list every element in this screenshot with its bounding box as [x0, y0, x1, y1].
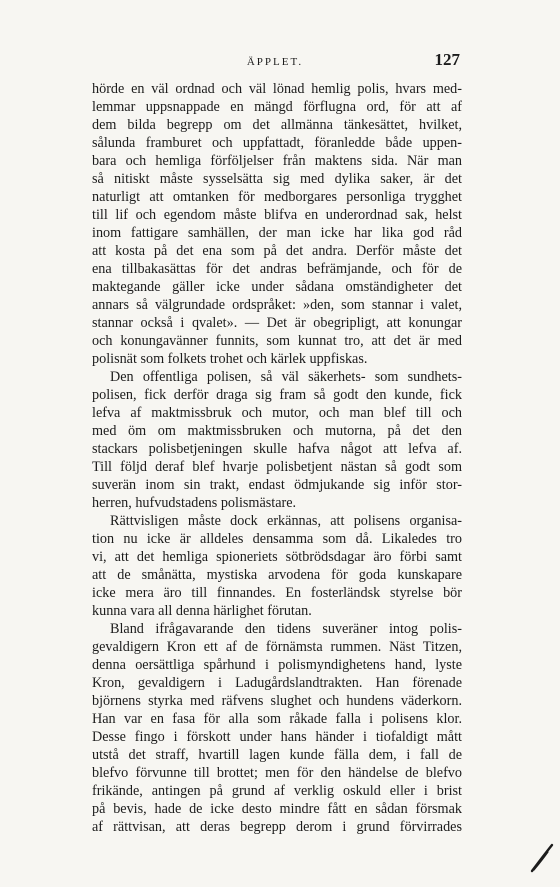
text-line: inom fattigare samhällen, der man icke har lika god råd	[92, 225, 462, 241]
text-line: herren, hufvudstadens polismästare.	[92, 495, 297, 511]
text-line: utstå det straff, hvartill lagen kunde fälla dem, i fall de	[92, 747, 462, 763]
body-text	[92, 80, 462, 836]
text-line: med öm om maktmissbruken och mutorna, på det den	[92, 423, 462, 439]
text-line: Desse fingo i förskott under hans händer i tiofaldigt mått	[92, 729, 462, 745]
text-line: kunna vara all denna härlighet förutan.	[92, 603, 312, 619]
text-line: att kosta på det ena som på det andra. Derför måste det	[92, 243, 462, 259]
text-line: dem bilda begrepp om det allmänna tänkesättet, hvilket,	[92, 117, 462, 133]
text-line: till lif och egendom måste blifva en underordnad sak, helst	[92, 207, 462, 223]
text-line: sålunda framburet och uppfattadt, föranledde både uppen-	[92, 135, 462, 151]
text-line: annars så välgrundade ordspråket: »den, som stannar i valet,	[92, 297, 462, 313]
ink-mark-icon	[528, 843, 554, 873]
text-line: icke mera äro till finnandes. En fosterländsk styrelse bör	[92, 585, 462, 601]
text-line: Den offentliga polisen, så väl säkerhets- som sundhets-	[110, 369, 462, 385]
text-line: vi, att det hemliga spioneriets sötbrödsdagar äro förbi samt	[92, 549, 462, 565]
text-line: lefva af maktmissbruk och mutor, och man blef till och	[92, 405, 462, 421]
text-line: polisnät som folkets trohet och kärlek uppfiskas.	[92, 351, 368, 367]
text-line: att de smånätta, mystiska arvodena för goda kunskapare	[92, 567, 462, 583]
text-line: blefvo förvunne till brottet; men för den händelse de blefvo	[92, 765, 462, 781]
text-line: naturligt att omtanken för medborgares personliga trygghet	[92, 189, 462, 205]
text-line: ena tillbakasättas för det andras befrämjande, och för de	[92, 261, 462, 277]
running-head	[90, 50, 460, 74]
text-line: hörde en väl ordnad och väl lönad hemlig polis, hvars med-	[92, 81, 462, 97]
text-line: björnens styrka med räfvens slughet och hundens väderkorn.	[92, 693, 462, 709]
text-line: på bevis, hade de icke desto mindre fått en sådan försmak	[92, 801, 462, 817]
text-line: gevaldigern Kron ett af de förnämsta rummen. Näst Titzen,	[92, 639, 462, 655]
text-line: suverän inom sin trakt, endast ödmjukande sig inför stor-	[92, 477, 462, 493]
running-title: ÄPPLET.	[246, 56, 304, 68]
text-line: tion nu icke är alldeles densamma som då. Likaledes tro	[92, 531, 462, 547]
text-line: Bland ifrågavarande den tidens suveräner intog polis-	[110, 621, 462, 637]
text-line: Rättvisligen måste dock erkännas, att polisens organisa-	[110, 513, 462, 529]
text-line: bara och hemliga förföljelser från maktens sida. När man	[92, 153, 462, 169]
text-line: och konungavänner funnits, som kunnat tro, att det är med	[92, 333, 462, 349]
text-line: af rättvisan, att deras begrepp derom i grund förvirrades	[92, 819, 462, 835]
text-line: maktegande gäller icke under sådana omständigheter det	[92, 279, 462, 295]
text-line: Han var en fasa för alla som råkade falla i polisens klor.	[92, 711, 462, 727]
text-line: Till följd deraf blef hvarje polisbetjent nästan så godt som	[92, 459, 462, 475]
text-line: så nitiskt måste sysselsätta sig med dylika saker, är det	[92, 171, 462, 187]
page-number: 127	[434, 50, 460, 69]
text-line: Kron, gevaldigern i Ladugårdslandtrakten. Han förenade	[92, 675, 462, 691]
text-line: stackars polisbetjeningen skulle hafva något att lefva af.	[92, 441, 462, 457]
text-line: lemmar uppsnappade en mängd förflugna ord, för att af	[92, 99, 462, 115]
text-line: polisen, fick derför draga sig fram så godt den kunde, fick	[92, 387, 462, 403]
text-line: frikände, antingen på grund af verklig oskuld eller i brist	[92, 783, 462, 799]
text-line: denna oersättliga spårhund i polismyndighetens hand, lyste	[92, 657, 462, 673]
text-line: stannar också i qvalet». — Det är obegripligt, att konungar	[92, 315, 462, 331]
